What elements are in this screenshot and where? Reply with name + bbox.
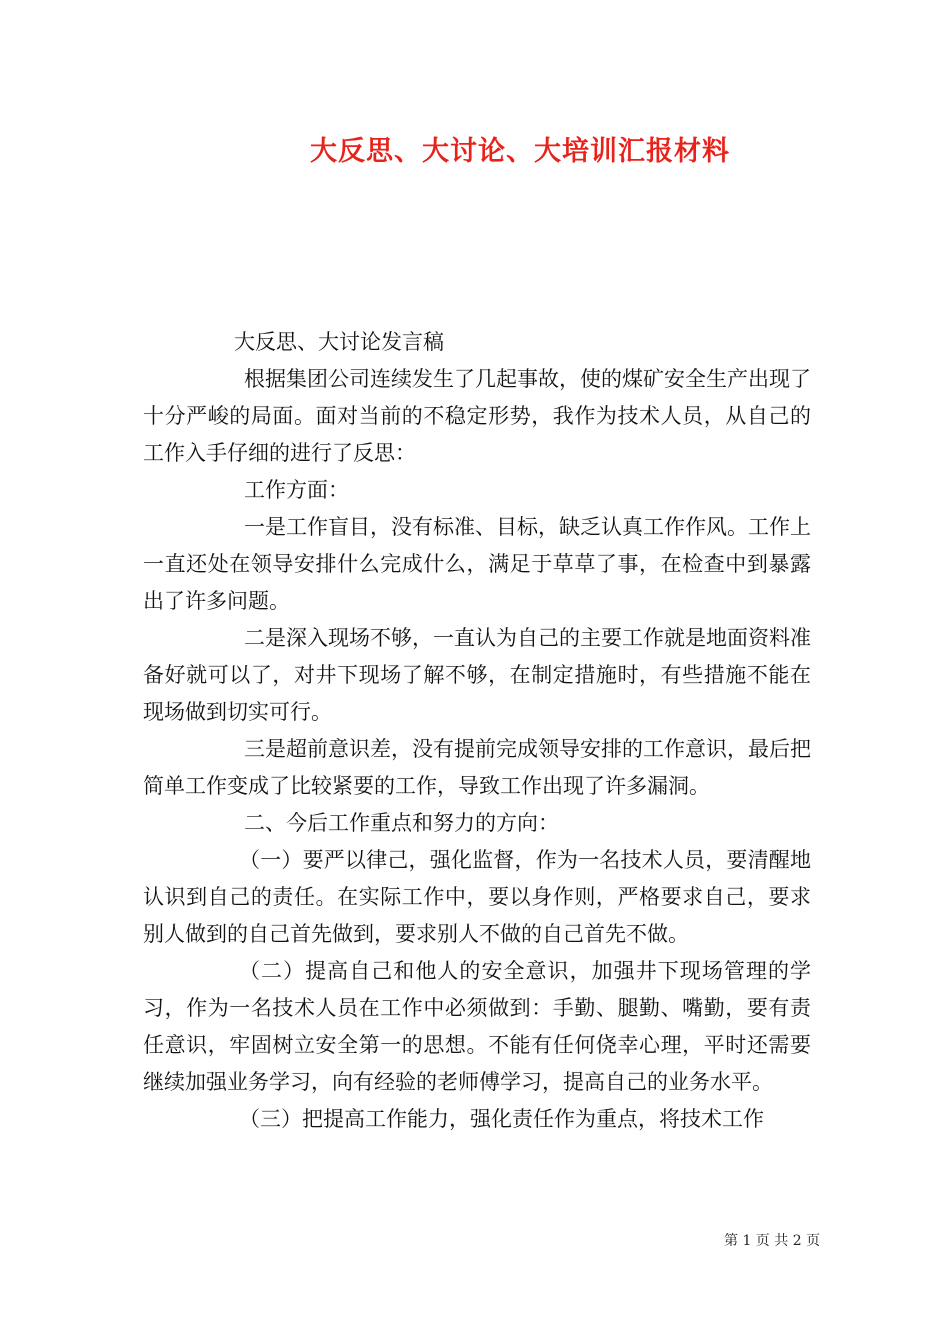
paragraph-point-three: 三是超前意识差，没有提前完成领导安排的工作意识，最后把简单工作变成了比较紧要的工作，导致工作出现了许多漏洞。 — [143, 737, 811, 798]
paragraph-item-one: （一）要严以律己，强化监督，作为一名技术人员，要清醒地认识到自己的责任。在实际工作中，要以身作则，严格要求自己，要求别人做到的自己首先做到，要求别人不做的自己首先不做。 — [143, 848, 811, 946]
document-subtitle: 大反思、大讨论发言稿 — [234, 330, 444, 354]
paragraph-item-three: （三）把提高工作能力，强化责任作为重点，将技术工作 — [239, 1107, 764, 1131]
document-body — [143, 324, 811, 1138]
paragraph-point-two: 二是深入现场不够，一直认为自己的主要工作就是地面资料准备好就可以了，对井下现场了解不够，在制定措施时，有些措施不能在现场做到切实可行。 — [143, 626, 811, 724]
section-two-heading: 二、今后工作重点和努力的方向： — [244, 811, 559, 835]
paragraph-work-aspect-heading: 工作方面： — [244, 478, 349, 502]
page-number-footer: 第 1 页 共 2 页 — [724, 1233, 821, 1249]
paragraph-item-two: （二）提高自己和他人的安全意识，加强井下现场管理的学习，作为一名技术人员在工作中必须做到：手勤、腿勤、嘴勤，要有责任意识，牢固树立安全第一的思想。不能有任何侥幸心理，平时还需要继续加强业务学习，向有经验的老师傅学习，提高自己的业务水平。 — [143, 959, 811, 1094]
paragraph-intro: 根据集团公司连续发生了几起事故，使的煤矿安全生产出现了十分严峻的局面。面对当前的不稳定形势，我作为技术人员，从自己的工作入手仔细的进行了反思： — [143, 367, 811, 465]
paragraph-point-one: 一是工作盲目，没有标准、目标，缺乏认真工作作风。工作上一直还处在领导安排什么完成什么，满足于草草了事，在检查中到暴露出了许多问题。 — [143, 515, 811, 613]
document-title: 大反思、大讨论、大培训汇报材料 — [310, 136, 730, 167]
